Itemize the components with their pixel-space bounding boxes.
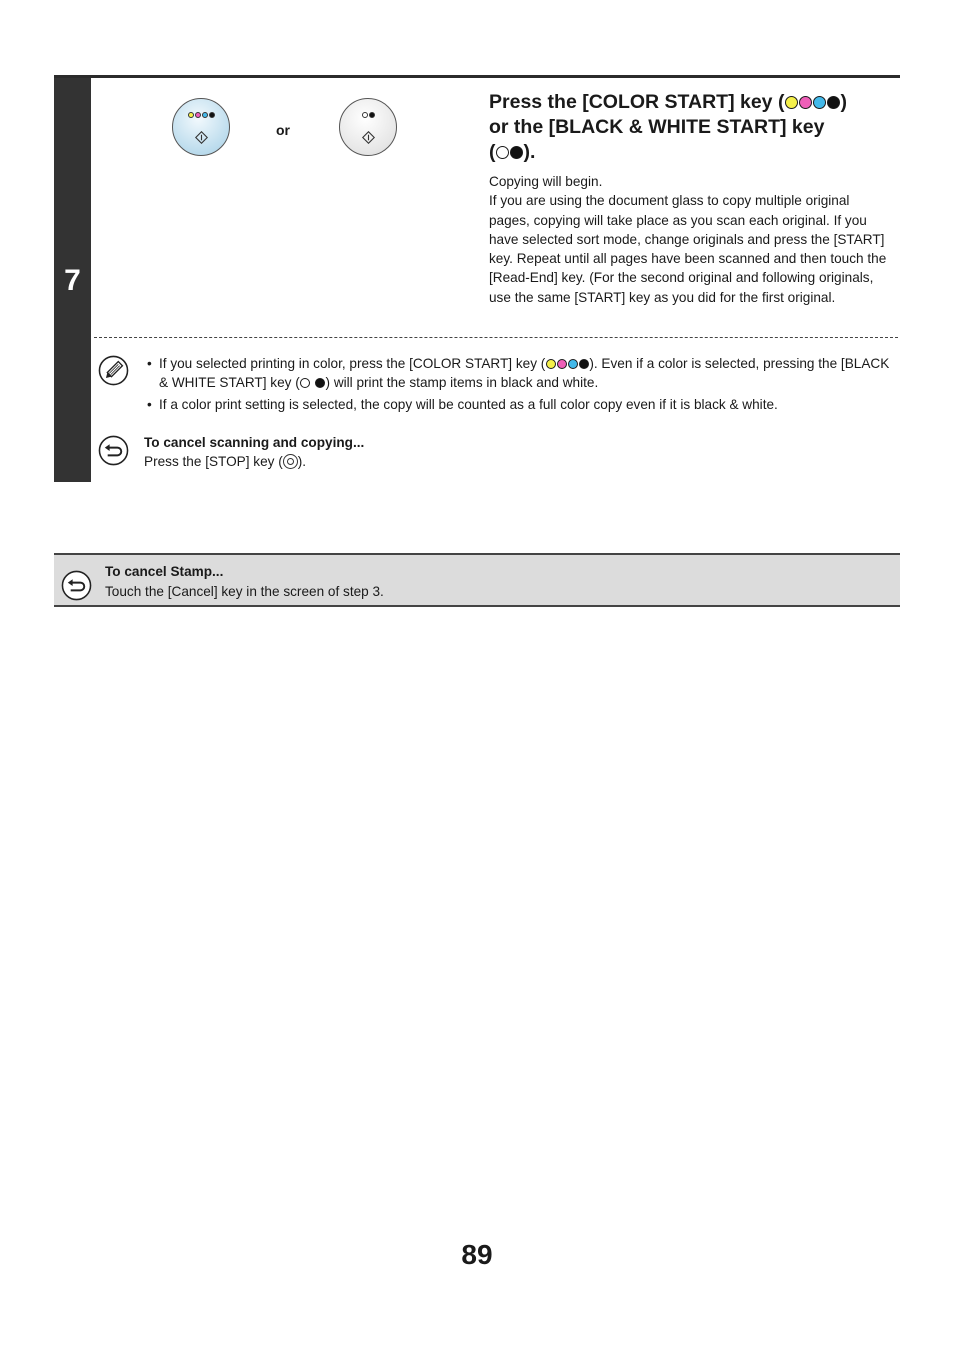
or-label: or <box>276 122 290 138</box>
white-dot-icon <box>496 146 509 159</box>
step-7-block <box>54 75 900 482</box>
cancel-scanning-heading: To cancel scanning and copying... <box>144 435 365 450</box>
page-number: 89 <box>461 1239 493 1270</box>
stop-key-icon <box>283 454 298 469</box>
note-list <box>144 354 896 417</box>
note-item: • If you selected printing in color, press the [COLOR START] key ( ). Even if a color is selected, pressing the [BLACK & WHITE START] key ( ) will print the stamp items in black and white. <box>147 356 890 390</box>
step-description <box>489 172 894 307</box>
dashed-divider <box>94 337 898 338</box>
step-body-paragraph: If you are using the document glass to copy multiple original pages, copying will take place as you scan each original. If you have selected sort mode, change originals and press the [START] key. Repeat until all pages have been scanned and then touch the [Read-End] key. (For the second original and following originals, use the same [START] key as you did for the first original. <box>489 193 887 305</box>
return-arrow-icon <box>61 570 92 601</box>
step-title: Press the [COLOR START] key ( ) or the [BLACK & WHITE START] key ( ). <box>489 91 847 163</box>
start-diamond-icon <box>362 131 375 144</box>
color-dots-icon <box>173 112 229 120</box>
black-dot-icon <box>510 146 523 159</box>
cancel-stamp-text: Touch the [Cancel] key in the screen of step 3. <box>105 584 384 599</box>
bw-start-key-illustration <box>339 98 397 156</box>
cancel-scanning-note <box>144 433 364 471</box>
black-dot-icon <box>827 96 840 109</box>
step-number: 7 <box>64 264 81 297</box>
step-number-bar <box>54 78 91 482</box>
magenta-dot-icon <box>799 96 812 109</box>
pencil-icon <box>98 355 129 386</box>
note-item: • If a color print setting is selected, the copy will be counted as a full color copy even if it is black & white. <box>147 397 778 412</box>
cancel-stamp-box <box>54 553 900 607</box>
cancel-stamp-heading: To cancel Stamp... <box>105 564 224 579</box>
start-diamond-icon <box>195 131 208 144</box>
yellow-dot-icon <box>785 96 798 109</box>
return-arrow-icon <box>98 435 129 466</box>
cancel-stamp-note <box>105 562 384 602</box>
cancel-scanning-text: Press the [STOP] key ( ). <box>144 454 307 469</box>
color-start-key-illustration <box>172 98 230 156</box>
step-body-line: Copying will begin. <box>489 174 603 189</box>
cyan-dot-icon <box>813 96 826 109</box>
bw-dots-icon <box>340 112 396 120</box>
